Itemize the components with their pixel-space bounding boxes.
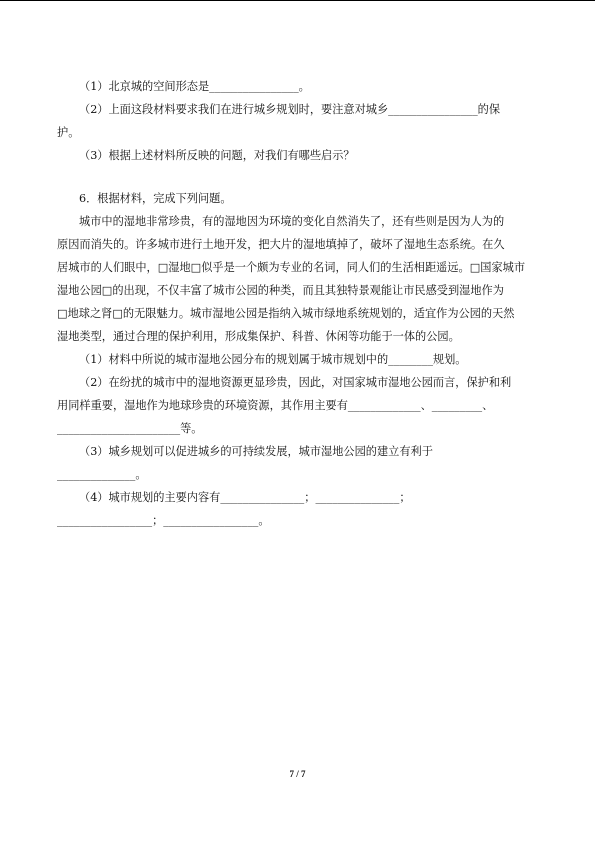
passage-line-5: □地球之肾□的无限魅力。城市湿地公园是指纳入城市绿地系统规划的，适宜作为公园的天然 (57, 307, 515, 320)
q1-3: （3）根据上述材料所反映的问题，对我们有哪些启示？ (79, 149, 355, 162)
passage-line-1: 城市中的湿地非常珍贵，有的湿地因为环境的变化自然消失了，还有些则是因为人为的 (79, 215, 505, 228)
passage-line-3: 居城市的人们眼中，□湿地□似乎是一个颇为专业的名词，同人们的生活相距遥远。□国家城市 (57, 261, 526, 274)
q6-3: （3）城乡规划可以促进城乡的可持续发展，城市湿地公园的建立有利于 (79, 445, 433, 458)
top-rule (0, 0, 595, 1)
q6-2: （2）在纷扰的城市中的湿地资源更显珍贵，因此，对国家城市湿地公园而言，保护和利 (79, 376, 512, 389)
q6-2-cont: 用同样重要，湿地作为地球珍贵的环境资源，其作用主要有_____________、_________、 (57, 399, 494, 412)
q6-4: （4）城市规划的主要内容有_______________；_______________； (79, 491, 411, 504)
passage-line-6: 湿地类型，通过合理的保护利用，形成集保护、科普、休闲等功能于一体的公园。 (57, 330, 460, 343)
q6-heading: 6．根据材料，完成下列问题。 (79, 192, 232, 205)
passage-line-4: 湿地公园□的出现，不仅丰富了城市公园的种类，而且其独特景观能让市民感受到湿地作为 (57, 284, 504, 297)
q6-1: （1）材料中所说的城市湿地公园分布的规划属于城市规划中的________规划。 (79, 353, 467, 366)
q1-2: （2）上面这段材料要求我们在进行城乡规划时，要注意对城乡________________的保 (79, 103, 501, 116)
q6-4-cont: _________________；_________________。 (57, 514, 270, 527)
page-number: 7 / 7 (289, 769, 306, 779)
q1-1: （1）北京城的空间形态是________________。 (79, 80, 310, 93)
q1-2-cont: 护。 (57, 126, 80, 139)
q6-3-cont: ______________。 (57, 468, 147, 481)
q6-2-cont2: ______________________等。 (57, 422, 203, 435)
passage-line-2: 原因而消失的。许多城市进行土地开发，把大片的湿地填掉了，破坏了湿地生态系统。在久 (57, 238, 505, 251)
